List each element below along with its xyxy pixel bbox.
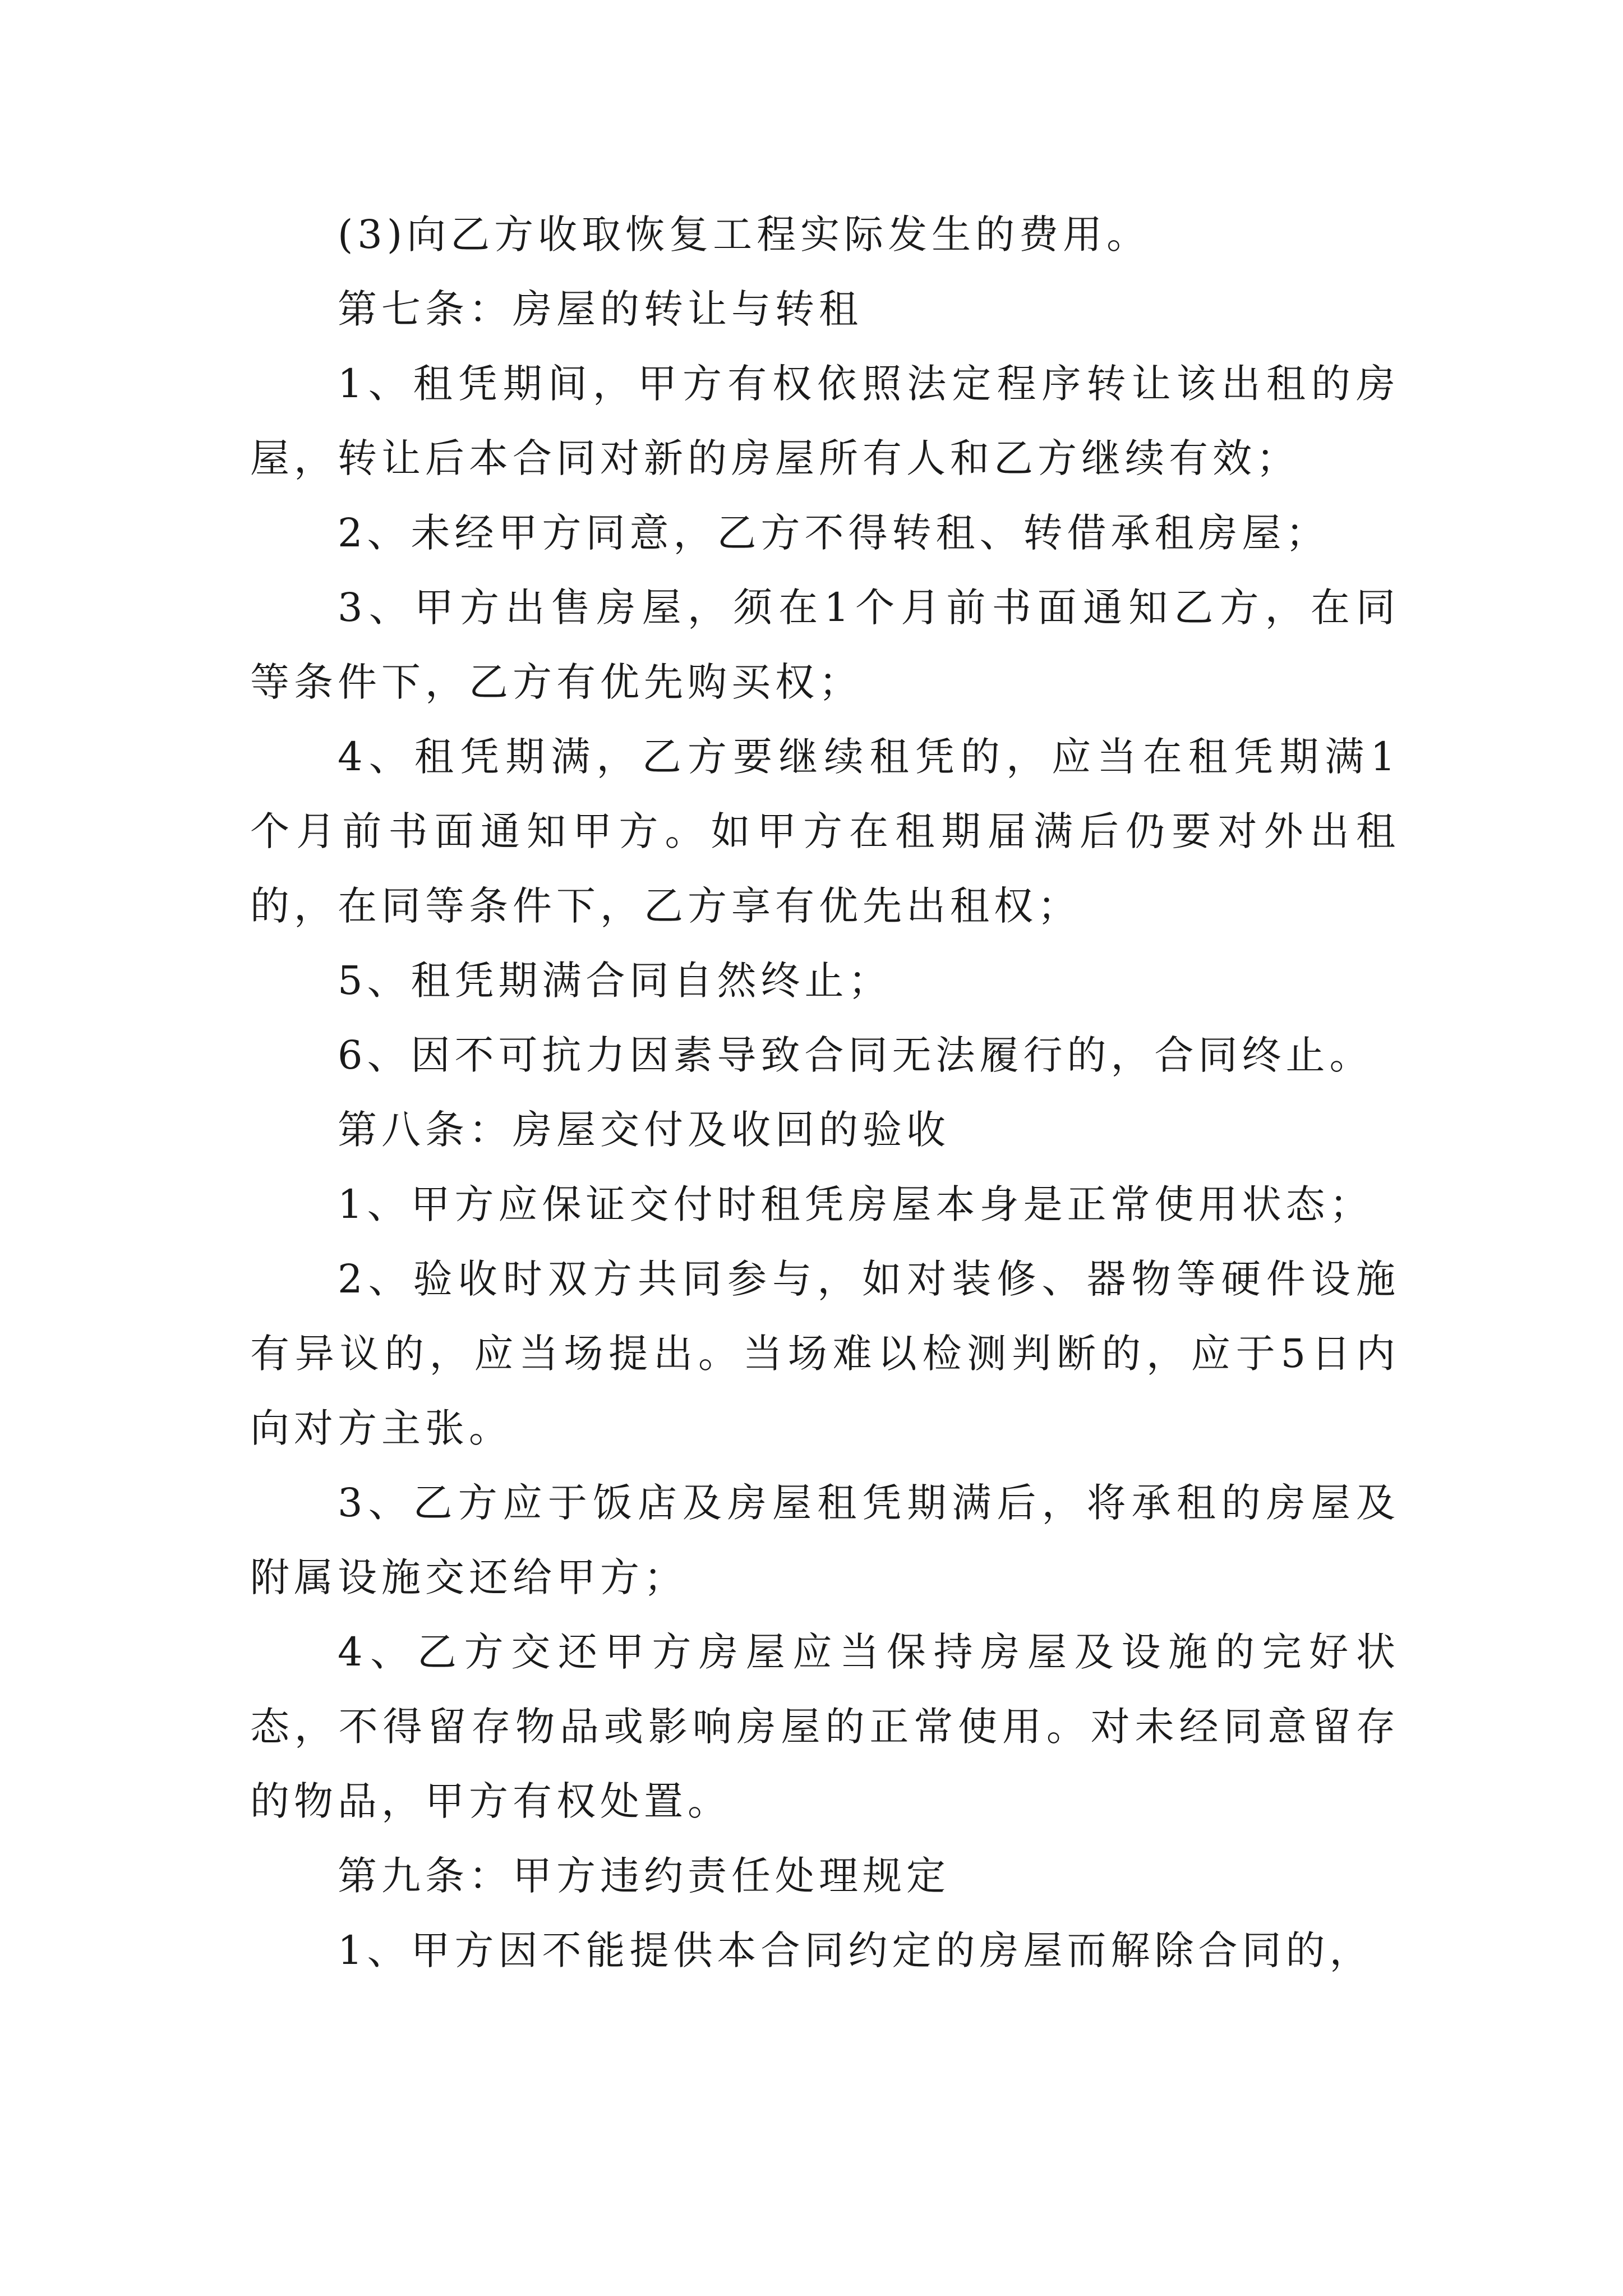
heading-article-8: 第八条：房屋交付及收回的验收 bbox=[338, 1107, 950, 1153]
paragraph-7-4: 4、租凭期满，乙方要继续租凭的，应当在租凭期满1个月前书面通知甲方。如甲方在租期届满后仍要对外出租的，在同等条件下，乙方享有优先出租权； bbox=[250, 734, 1400, 929]
paragraph-7-5: 5、租凭期满合同自然终止； bbox=[338, 958, 892, 1004]
paragraph-7-2: 2、未经甲方同意，乙方不得转租、转借承租房屋； bbox=[338, 510, 1330, 556]
paragraph-8-2: 2、验收时双方共同参与，如对装修、器物等硬件设施有异议的，应当场提出。当场难以检测判断的，应于5日内向对方主张。 bbox=[250, 1256, 1400, 1451]
paragraph-recovery-cost: (3)向乙方收取恢复工程实际发生的费用。 bbox=[338, 211, 1151, 257]
heading-article-9: 第九条：甲方违约责任处理规定 bbox=[338, 1853, 950, 1899]
paragraph-7-3: 3、甲方出售房屋，须在1个月前书面通知乙方，在同等条件下，乙方有优先购买权； bbox=[250, 585, 1400, 705]
paragraph-8-4: 4、乙方交还甲方房屋应当保持房屋及设施的完好状态，不得留存物品或影响房屋的正常使用。对未经同意留存的物品，甲方有权处置。 bbox=[250, 1629, 1400, 1824]
paragraph-8-3: 3、乙方应于饭店及房屋租凭期满后，将承租的房屋及附属设施交还给甲方； bbox=[250, 1480, 1400, 1600]
paragraph-8-1: 1、甲方应保证交付时租凭房屋本身是正常使用状态； bbox=[338, 1181, 1373, 1227]
paragraph-9-1: 1、甲方因不能提供本合同约定的房屋而解除合同的， bbox=[338, 1927, 1373, 1973]
heading-article-7: 第七条：房屋的转让与转租 bbox=[338, 286, 863, 332]
paragraph-7-1: 1、租凭期间，甲方有权依照法定程序转让该出租的房屋，转让后本合同对新的房屋所有人和乙方继续有效； bbox=[250, 361, 1400, 481]
document-body bbox=[250, 197, 1400, 1988]
paragraph-7-6: 6、因不可抗力因素导致合同无法履行的，合同终止。 bbox=[338, 1032, 1373, 1078]
